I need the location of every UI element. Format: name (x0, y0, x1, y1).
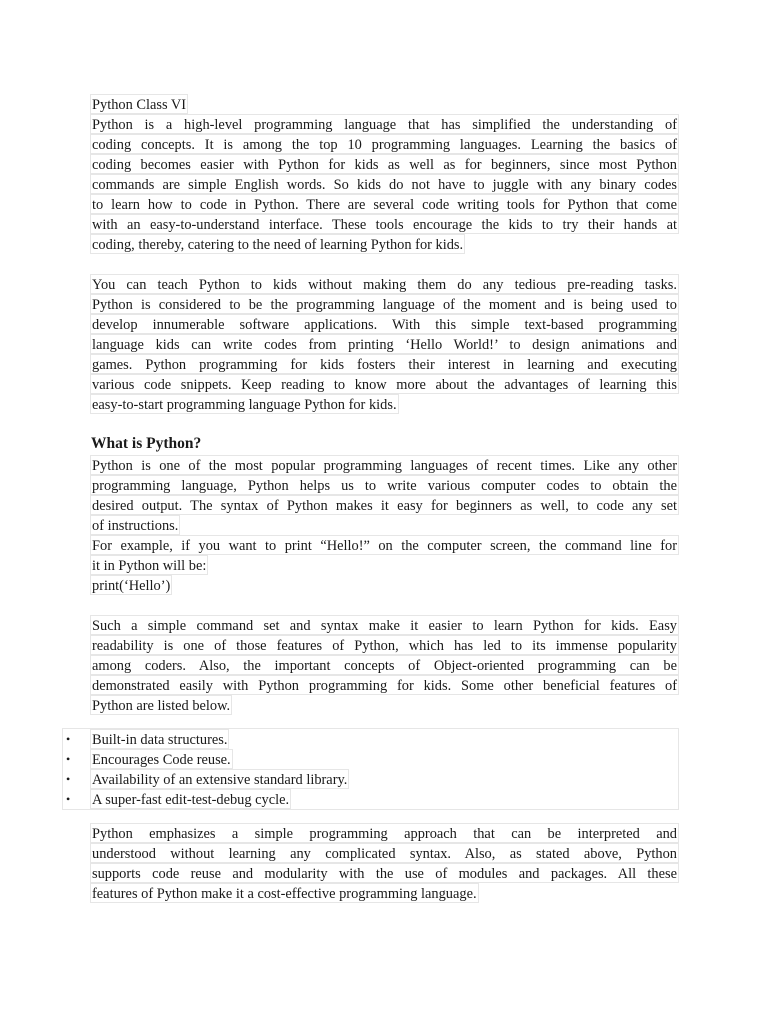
list-item-text: A super-fast edit-test-debug cycle. (90, 789, 291, 809)
para6-line: features of Python make it a cost-effective programming language. (90, 883, 479, 903)
document-title: Python Class VI (90, 94, 188, 114)
bullet-icon: • (66, 732, 71, 746)
para2-line: language kids can write codes from printing ‘Hello World!’ to design animations and (90, 334, 679, 354)
section-heading: What is Python? (91, 435, 202, 452)
para1-line: coding becomes easier with Python for kids as well as for beginners, since most Python (90, 154, 679, 174)
para3-line: programming language, Python helps us to write various computer codes to obtain the (90, 475, 679, 495)
bullet-icon: • (66, 792, 71, 806)
para1-line: coding concepts. It is among the top 10 programming languages. Learning the basics of (90, 134, 679, 154)
para1-line: coding, thereby, catering to the need of learning Python for kids. (90, 234, 465, 254)
list-item-text: Availability of an extensive standard library. (90, 769, 349, 789)
para2-line: You can teach Python to kids without making them do any tedious pre-reading tasks. (90, 274, 679, 294)
para5-line: among coders. Also, the important concepts of Object-oriented programming can be (90, 655, 679, 675)
para5-line: Python are listed below. (90, 695, 232, 715)
bullet-icon: • (66, 772, 71, 786)
para6-line: Python emphasizes a simple programming approach that can be interpreted and (90, 823, 679, 843)
para2-line: develop innumerable software applications. With this simple text-based programming (90, 314, 679, 334)
para3-line: of instructions. (90, 515, 180, 535)
para2-line: Python is considered to be the programming language of the moment and is being used to (90, 294, 679, 314)
para4-line: it in Python will be: (90, 555, 208, 575)
list-item-text: Encourages Code reuse. (90, 749, 233, 769)
code-example: print(‘Hello’) (90, 575, 172, 595)
para5-line: readability is one of those features of Python, which has led to its immense popularity (90, 635, 679, 655)
para3-line: Python is one of the most popular programming languages of recent times. Like any other (90, 455, 679, 475)
list-item-text: Built-in data structures. (90, 729, 229, 749)
bullet-icon: • (66, 752, 71, 766)
para6-line: supports code reuse and modularity with the use of modules and packages. All these (90, 863, 679, 883)
para3-line: desired output. The syntax of Python makes it easy for beginners as well, to code any set (90, 495, 679, 515)
para6-line: understood without learning any complicated syntax. Also, as stated above, Python (90, 843, 679, 863)
para2-line: games. Python programming for kids fosters their interest in learning and executing (90, 354, 679, 374)
para4-line: For example, if you want to print “Hello!” on the computer screen, the command line for (90, 535, 679, 555)
para1-line: Python is a high-level programming language that has simplified the understanding of (90, 114, 679, 134)
para2-line: easy-to-start programming language Python for kids. (90, 394, 399, 414)
para1-line: with an easy-to-understand interface. These tools encourage the kids to try their hands at (90, 214, 679, 234)
para5-line: demonstrated easily with Python programming for kids. Some other beneficial features of (90, 675, 679, 695)
para1-line: to learn how to code in Python. There are several code writing tools for Python that come (90, 194, 679, 214)
para2-line: various code snippets. Keep reading to know more about the advantages of learning this (90, 374, 679, 394)
para1-line: commands are simple English words. So kids do not have to juggle with any binary codes (90, 174, 679, 194)
para5-line: Such a simple command set and syntax make it easier to learn Python for kids. Easy (90, 615, 679, 635)
